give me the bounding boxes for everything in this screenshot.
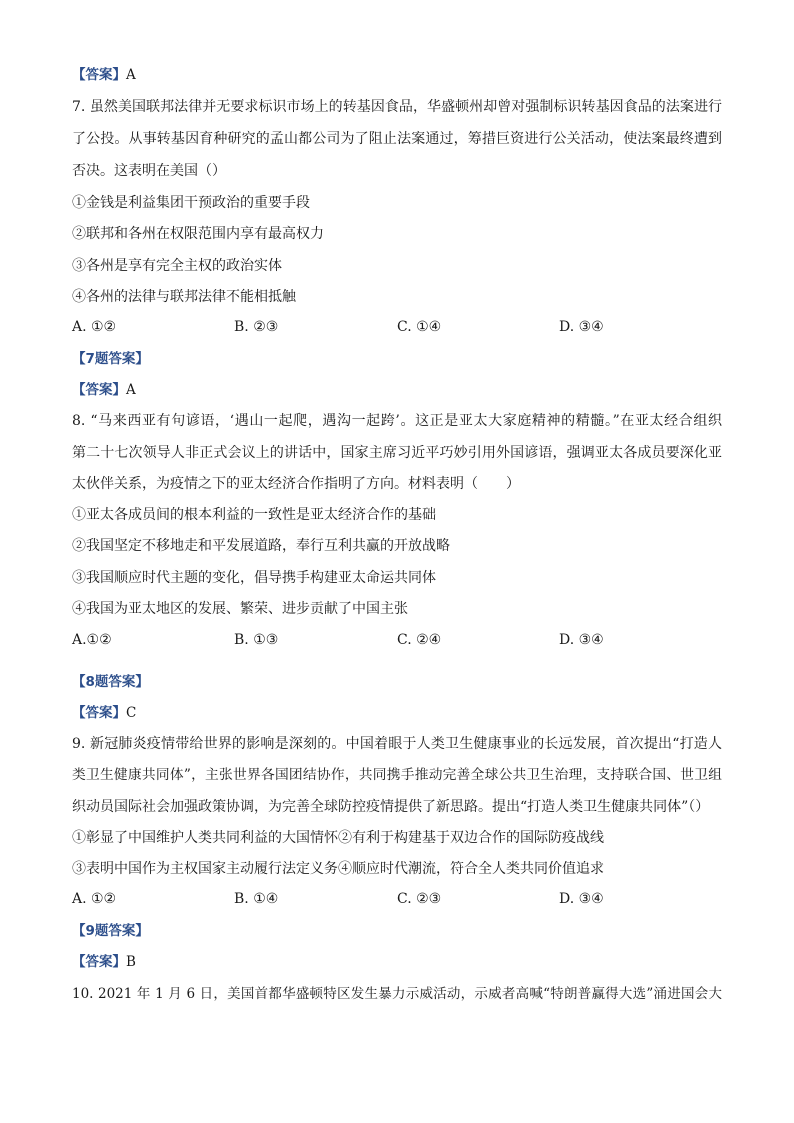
answer-value: A xyxy=(126,382,136,398)
option-b: B. ①④ xyxy=(234,891,279,907)
statement-item: ①亚太各成员间的根本利益的一致性是亚太经济合作的基础 xyxy=(72,507,436,523)
question-stem-line: 7. 虽然美国联邦法律并无要求标识市场上的转基因食品，华盛顿州却曾对强制标识转基因食品的法案进行 xyxy=(72,99,722,115)
options-row xyxy=(72,631,722,649)
option-d: D. ③④ xyxy=(559,632,604,648)
question-stem-line: 织动员国际社会加强政策协调，为完善全球防控疫情提供了新思路。提出“打造人类卫生健康共同体”（） xyxy=(72,799,710,815)
statement-item: ①金钱是利益集团干预政治的重要手段 xyxy=(72,195,310,211)
answer-value: C xyxy=(126,705,137,721)
option-d: D. ③④ xyxy=(559,891,604,907)
answer-value: A xyxy=(126,67,136,83)
prev-answer xyxy=(72,66,136,84)
option-a: A. ①② xyxy=(72,891,117,907)
question-stem-line: 8. “马来西亚有句谚语，‘遇山一起爬，遇沟一起跨’。这正是亚太大家庭精神的精髓。”在亚太经合组织 xyxy=(72,413,722,429)
options-row xyxy=(72,890,722,908)
option-a: A.①② xyxy=(72,632,112,648)
statement-item: ③表明中国作为主权国家主动履行法定义务④顺应时代潮流，符合全人类共同价值追求 xyxy=(72,861,604,877)
statement-item: ②我国坚定不移地走和平发展道路，奉行互利共赢的开放战略 xyxy=(72,538,450,554)
answer-header: 【7题答案】 xyxy=(72,351,149,367)
statement-item: ②联邦和各州在权限范围内享有最高权力 xyxy=(72,226,324,242)
option-a: A. ①② xyxy=(72,319,117,335)
statement-item: ④各州的法律与联邦法律不能相抵触 xyxy=(72,289,296,305)
answer-label: 【答案】 xyxy=(72,382,126,398)
option-b: B. ②③ xyxy=(234,319,279,335)
answer-label: 【答案】 xyxy=(72,705,126,721)
question-stem-line: 否决。这表明在美国（） xyxy=(72,163,226,179)
question-stem-line: 10. 2021 年 1 月 6 日，美国首都华盛顿特区发生暴力示威活动，示威者高喊“特朗普赢得大选”涌进国会大 xyxy=(72,986,722,1002)
answer-label: 【答案】 xyxy=(72,954,126,970)
statement-item: ③我国顺应时代主题的变化，倡导携手构建亚太命运共同体 xyxy=(72,570,436,586)
statement-item: ①彰显了中国维护人类共同利益的大国情怀②有利于构建基于双边合作的国际防疫战线 xyxy=(72,830,604,846)
answer-header: 【8题答案】 xyxy=(72,674,149,690)
question-stem-line: 9. 新冠肺炎疫情带给世界的影响是深刻的。中国着眼于人类卫生健康事业的长远发展，首次提出“打造人 xyxy=(72,736,722,752)
option-b: B. ①③ xyxy=(234,632,279,648)
statement-item: ④我国为亚太地区的发展、繁荣、进步贡献了中国主张 xyxy=(72,601,408,617)
question-stem-line: 太伙伴关系，为疫情之下的亚太经济合作指明了方向。材料表明（ ） xyxy=(72,476,520,492)
question-stem-line: 了公投。从事转基因育种研究的孟山都公司为了阻止法案通过，筹措巨资进行公关活动，使法案最终遭到 xyxy=(72,131,722,147)
options-row xyxy=(72,318,722,336)
option-c: C. ①④ xyxy=(397,319,442,335)
answer xyxy=(72,704,136,722)
option-d: D. ③④ xyxy=(559,319,604,335)
answer-header: 【9题答案】 xyxy=(72,923,149,939)
answer-value: B xyxy=(126,954,136,970)
question-stem-line: 第二十七次领导人非正式会议上的讲话中，国家主席习近平巧妙引用外国谚语，强调亚太各成员要深化亚 xyxy=(72,445,722,461)
answer-label: 【答案】 xyxy=(72,67,126,83)
option-c: C. ②④ xyxy=(397,632,442,648)
answer xyxy=(72,953,136,971)
question-stem-line: 类卫生健康共同体”，主张世界各国团结协作，共同携手推动完善全球公共卫生治理，支持联合国、世卫组 xyxy=(72,767,722,783)
answer xyxy=(72,381,136,399)
statement-item: ③各州是享有完全主权的政治实体 xyxy=(72,258,282,274)
option-c: C. ②③ xyxy=(397,891,442,907)
